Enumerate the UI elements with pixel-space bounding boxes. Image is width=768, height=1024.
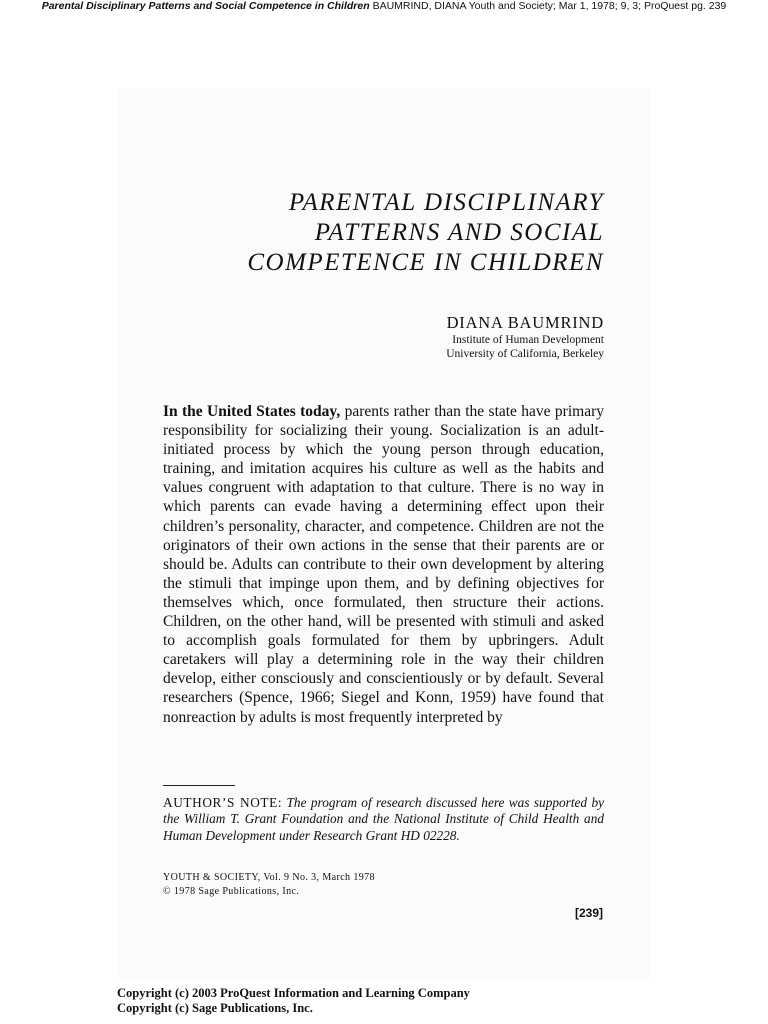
- page-number: [239]: [574, 906, 603, 920]
- title-line-2: PATTERNS AND SOCIAL: [314, 219, 604, 246]
- header-article-title: Parental Disciplinary Patterns and Social Competence in Children: [41, 0, 370, 12]
- author-name: DIANA BAUMRIND: [446, 313, 604, 332]
- authors-note-label: AUTHOR’S NOTE:: [163, 795, 283, 810]
- affiliation-line-2: University of California, Berkeley: [446, 348, 604, 360]
- authors-note: [163, 795, 604, 844]
- journal-info: [163, 871, 375, 898]
- publisher-line: © 1978 Sage Publications, Inc.: [163, 885, 300, 897]
- citation-header: [0, 0, 768, 12]
- author-block: [446, 313, 604, 361]
- header-citation: BAUMRIND, DIANA Youth and Society; Mar 1, 1978; 9, 3; ProQuest pg. 239: [369, 0, 727, 12]
- journal-line: YOUTH & SOCIETY, Vol. 9 No. 3, March 1978: [163, 872, 375, 883]
- body-text: parents rather than the state have primary responsibility for socializing their young. Socialization is an adult-initiated process by which the young person through education, training, and imitation acquires his culture as well as the habits and values congruent with adaptation to that culture. There is no way in which parents can evade having a determining effect upon their children’s personality, character, and competence. Children are not the originators of their own actions in the sense that their parents are or should be. Adults can contribute to their own development by altering the stimuli that impinge upon them, and by defining objectives for themselves which, once formulated, then structure their actions. Children, on the other hand, will be presented with stimuli and asked to accomplish goals formulated for them by upbringers. Adult caretakers will play a determining role in the way their children develop, either consciously and conscientiously or by default. Several researchers (Spence, 1966; Siegel and Konn, 1959) have found that nonreaction by adults is most frequently interpreted by: [163, 403, 604, 726]
- title-line-3: COMPETENCE IN CHILDREN: [247, 249, 604, 276]
- title-line-1: PARENTAL DISCIPLINARY: [288, 189, 604, 216]
- copyright-line-1: Copyright (c) 2003 ProQuest Information and Learning Company: [117, 986, 470, 1000]
- footnote-divider: [163, 785, 235, 786]
- copyright-line-2: Copyright (c) Sage Publications, Inc.: [117, 1001, 313, 1015]
- body-paragraph: [163, 402, 604, 727]
- affiliation-line-1: Institute of Human Development: [452, 334, 604, 346]
- copyright-footer: [117, 986, 470, 1016]
- lead-in: In the United States today,: [163, 403, 341, 420]
- authors-note-text: The program of research discussed here was supported by the William T. Grant Foundation and the National Institute of Child Health and Human Development under Research Grant HD 02228.: [163, 795, 605, 843]
- article-title: [247, 188, 604, 278]
